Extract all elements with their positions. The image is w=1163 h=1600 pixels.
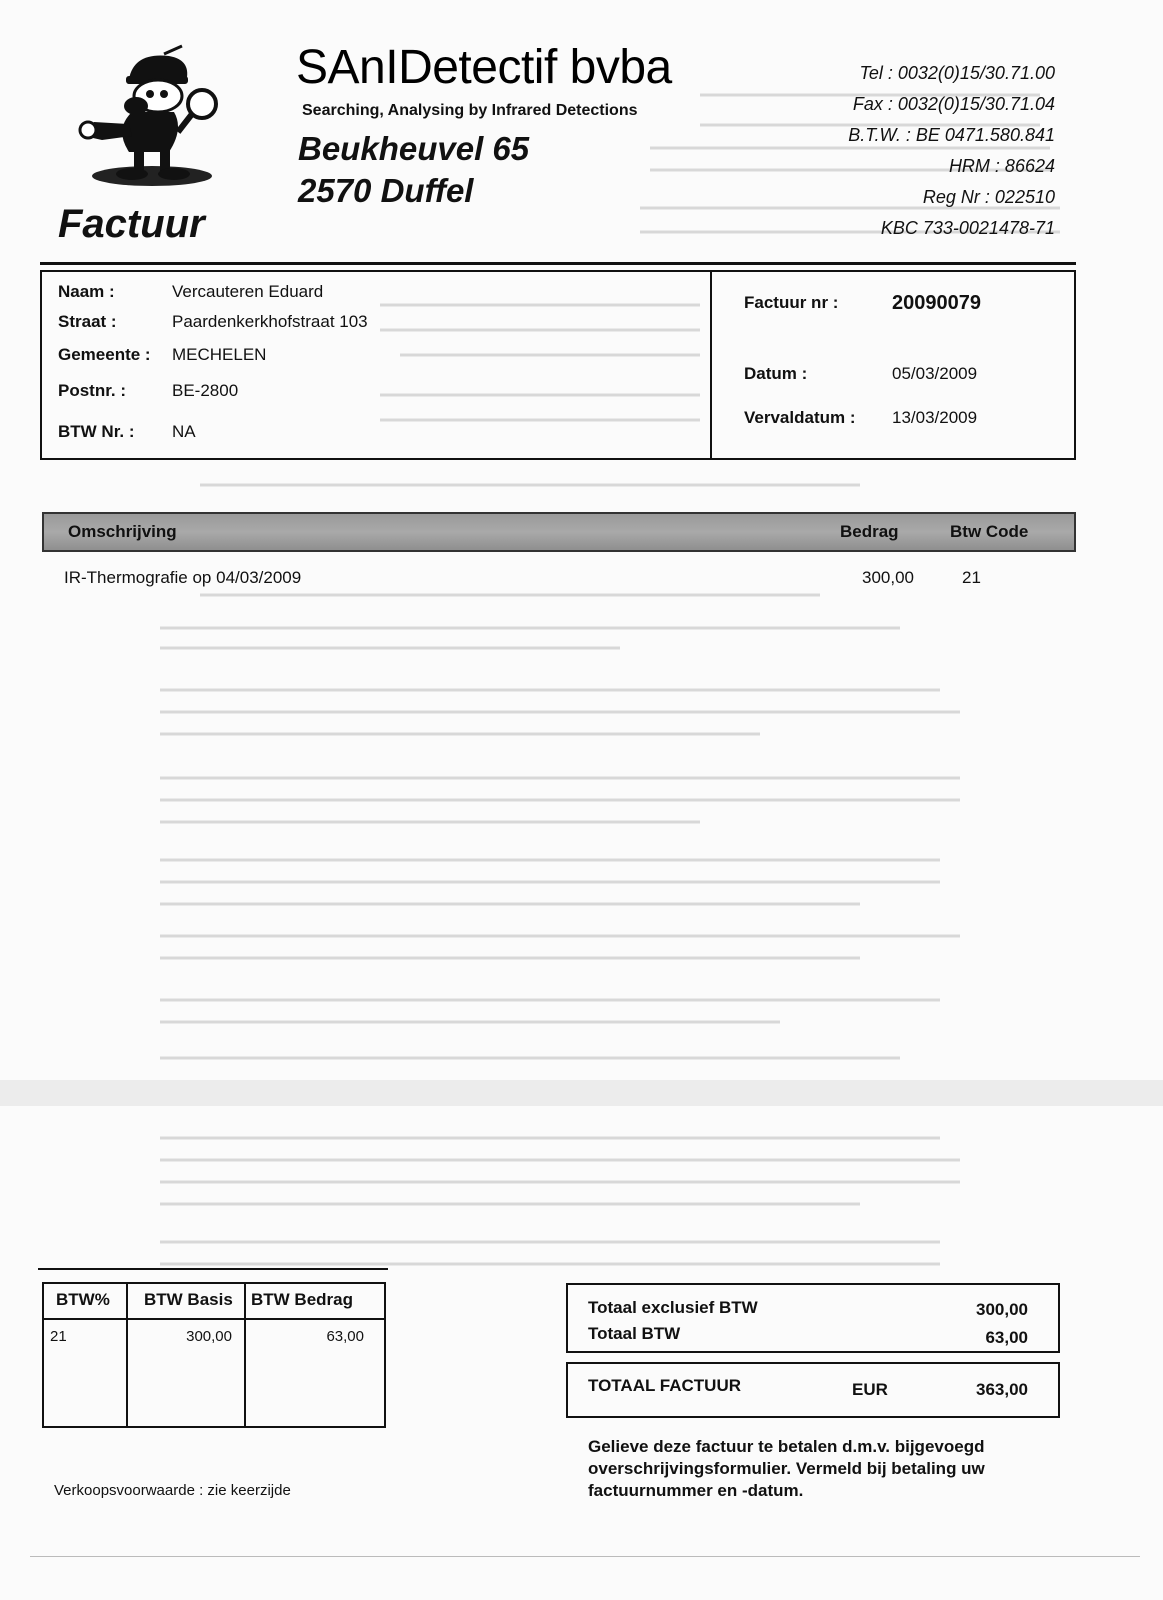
invoice-date: 05/03/2009	[892, 364, 978, 383]
document-title: Factuur	[58, 202, 205, 246]
company-fax: Fax : 0032(0)15/30.71.04	[852, 94, 1055, 114]
vat-header-base: BTW Basis	[144, 1290, 233, 1309]
company-city: 2570 Duffel	[298, 172, 474, 209]
client-street-label: Straat :	[58, 312, 117, 331]
client-box-divider	[710, 270, 712, 460]
line-item-amount: 300,00	[862, 568, 914, 587]
line-item-description: IR-Thermografie op 04/03/2009	[64, 568, 302, 587]
invoice-number-label: Factuur nr :	[744, 293, 839, 312]
header-description: Omschrijving	[68, 522, 177, 541]
company-reg-number: Reg Nr : 022510	[922, 187, 1055, 207]
vat-table-col-divider	[244, 1282, 246, 1428]
company-phone: Tel : 0032(0)15/30.71.00	[859, 63, 1055, 83]
grand-total: 363,00	[976, 1380, 1028, 1399]
line-items-header	[42, 512, 1076, 552]
vat-table-rule	[38, 1268, 388, 1270]
detective-mascot-logo	[74, 44, 234, 194]
client-vat-label: BTW Nr. :	[58, 422, 135, 441]
total-excl: 300,00	[976, 1300, 1028, 1319]
grand-total-currency: EUR	[852, 1380, 888, 1399]
company-name: SAnIDetectif bvba	[296, 41, 672, 94]
payment-instructions: Gelieve deze factuur te betalen d.m.v. bijgevoegd overschrijvingsformulier. Vermeld bij betaling uw factuurnummer en -datum.	[588, 1437, 985, 1500]
client-street: Paardenkerkhofstraat 103	[172, 312, 368, 331]
header-vat-code: Btw Code	[950, 522, 1029, 541]
company-subtitle: Searching, Analysing by Infrared Detections	[302, 102, 638, 119]
company-vat-number: B.T.W. : BE 0471.580.841	[848, 125, 1055, 145]
vat-table-header-line	[42, 1318, 386, 1320]
company-contact-block	[848, 58, 1055, 244]
company-street: Beukheuvel 65	[298, 130, 530, 167]
invoice-due-date: 13/03/2009	[892, 408, 978, 427]
total-vat-label: Totaal BTW	[588, 1324, 681, 1343]
client-city: MECHELEN	[172, 345, 267, 364]
client-city-label: Gemeente :	[58, 345, 151, 364]
total-excl-label: Totaal exclusief BTW	[588, 1298, 758, 1317]
header-divider	[40, 262, 1076, 265]
vat-header-rate: BTW%	[56, 1290, 110, 1309]
vat-table-col-divider	[126, 1282, 128, 1428]
company-hrm: HRM : 86624	[948, 156, 1055, 176]
vat-header-amount: BTW Bedrag	[251, 1290, 353, 1309]
client-postal: BE-2800	[172, 381, 239, 400]
invoice-date-label: Datum :	[744, 364, 808, 383]
line-item-vat-code: 21	[962, 568, 981, 587]
client-vat: NA	[172, 422, 196, 441]
client-postal-label: Postnr. :	[58, 381, 127, 400]
invoice-due-label: Vervaldatum :	[744, 408, 856, 427]
vat-base: 300,00	[186, 1328, 232, 1345]
vat-rate: 21	[50, 1328, 67, 1345]
terms-note: Verkoopsvoorwaarde : zie keerzijde	[54, 1482, 291, 1499]
header-amount: Bedrag	[840, 522, 899, 541]
company-bank-account: KBC 733-0021478-71	[880, 218, 1055, 238]
vat-amount: 63,00	[326, 1328, 364, 1345]
page-bottom-edge	[30, 1556, 1140, 1557]
invoice-number: 20090079	[892, 292, 981, 314]
client-name: Vercauteren Eduard	[172, 282, 324, 301]
client-name-label: Naam :	[58, 282, 115, 301]
total-vat: 63,00	[985, 1328, 1028, 1347]
grand-total-label: TOTAAL FACTUUR	[588, 1376, 741, 1395]
